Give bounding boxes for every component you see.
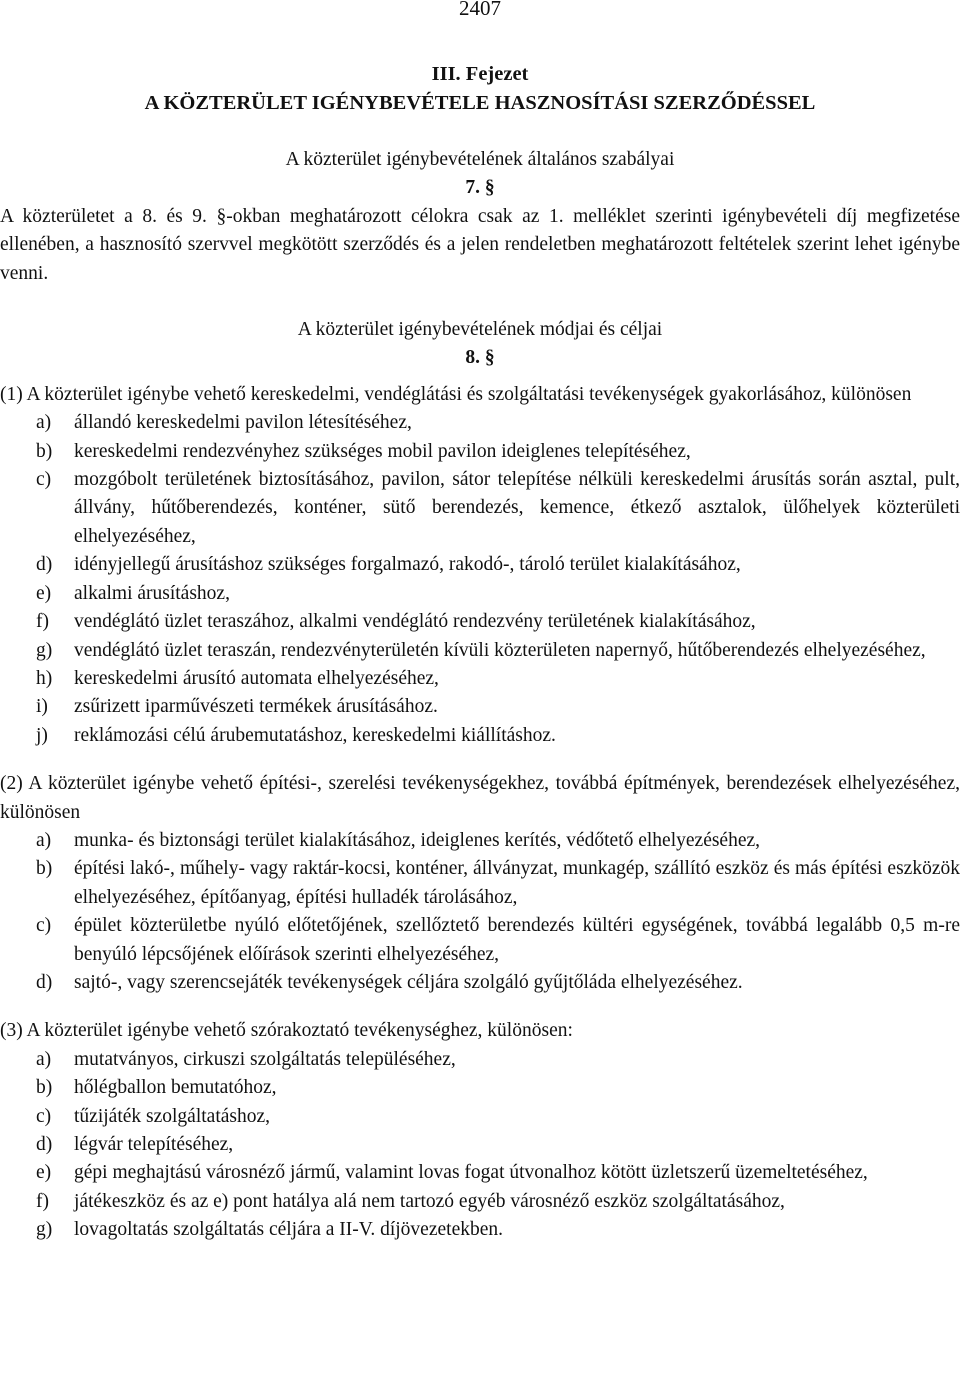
list-item — [0, 1103, 960, 1131]
list-item-marker: h) — [36, 667, 53, 689]
list-item-marker: f) — [36, 1190, 49, 1212]
list-item — [0, 580, 960, 608]
list-item-text: munka- és biztonsági terület kialakításához, ideiglenes kerítés, védőtető elhelyezéséhez, — [74, 829, 761, 851]
list-item — [0, 551, 960, 579]
list-item-text: kereskedelmi árusító automata elhelyezéséhez, — [74, 667, 439, 689]
subsection-1-list — [0, 409, 960, 750]
list-item-marker: g) — [36, 639, 53, 661]
list-item-text: állandó kereskedelmi pavilon létesítéséhez, — [74, 412, 412, 434]
list-item-marker: a) — [36, 1048, 52, 1070]
page-number: 2407 — [459, 0, 501, 20]
list-item — [0, 1046, 960, 1074]
list-item-marker: e) — [36, 1162, 52, 1184]
list-item-text: mutatványos, cirkuszi szolgáltatás településéhez, — [74, 1048, 456, 1070]
list-item — [0, 855, 960, 912]
list-item-marker: g) — [36, 1219, 53, 1241]
list-item-text: idényjellegű árusításhoz szükséges forgalmazó, rakodó-, tároló terület kialakításához, — [74, 554, 741, 576]
list-item-text: reklámozási célú árubemutatáshoz, kereskedelmi kiállításhoz. — [74, 724, 556, 746]
list-item — [0, 637, 960, 665]
list-item-text: játékeszköz és az e) pont hatálya alá nem tartozó egyéb városnéző eszköz szolgáltatásához, — [74, 1190, 785, 1212]
list-item-text: hőlégballon bemutatóhoz, — [74, 1077, 277, 1099]
list-item-marker: d) — [36, 971, 53, 993]
list-item — [0, 693, 960, 721]
list-item-text: kereskedelmi rendezvényhez szükséges mobil pavilon ideiglenes telepítéséhez, — [74, 440, 691, 462]
list-item-marker: c) — [36, 469, 52, 491]
list-item-text: vendéglátó üzlet teraszán, rendezvényterületén kívüli közterületen napernyő, hűtőberendezés elhelyezéséhez, — [74, 639, 926, 661]
list-item — [0, 1216, 960, 1244]
subsection-2-intro: (2) A közterület igénybe vehető építési-, szerelési tevékenységekhez, továbbá építmények, berendezések elhelyezéséhez, különösen — [0, 773, 960, 823]
subsection-1-intro: (1) A közterület igénybe vehető kereskedelmi, vendéglátási és szolgáltatási tevékenységek gyakorlásához, különösen — [0, 383, 912, 405]
paragraph-symbol-8: 8. § — [465, 347, 495, 369]
list-item — [0, 969, 960, 997]
subsection-3-list — [0, 1046, 960, 1245]
chapter-number: III. Fejezet — [431, 63, 529, 85]
list-item-marker: j) — [36, 724, 48, 746]
list-item — [0, 466, 960, 551]
list-item-text: légvár telepítéséhez, — [74, 1134, 234, 1155]
list-item-marker: c) — [36, 1105, 52, 1127]
list-item-marker: a) — [36, 829, 52, 851]
list-item — [0, 409, 960, 437]
list-item-text: sajtó-, vagy szerencsejáték tevékenységek céljára szolgáló gyűjtőláda elhelyezéséhez. — [74, 971, 743, 993]
list-item-text: alkalmi árusításhoz, — [74, 582, 230, 604]
list-item-text: mozgóbolt területének biztosításához, pavilon, sátor telepítése nélküli kereskedelmi árusítás során asztal, pult, állvány, hűtőberendezés, konténer, sütő berendezés, kemence, étkező asztalok, ülőhelyek közterületi elhelyezéséhez, — [74, 469, 960, 547]
chapter-title: A KÖZTERÜLET IGÉNYBEVÉTELE HASZNOSÍTÁSI SZERZŐDÉSSEL — [144, 92, 816, 114]
list-item-text: építési lakó-, műhely- vagy raktár-kocsi, konténer, állványzat, munkagép, szállító eszköz és más építési eszközök elhelyezéséhez, építőanyag, építési hulladék tárolásához, — [74, 858, 960, 908]
list-item — [0, 827, 960, 855]
list-item-marker: b) — [36, 1077, 53, 1099]
list-item-text: zsűrizett iparművészeti termékek árusításához. — [74, 696, 438, 718]
list-item-marker: c) — [36, 915, 52, 937]
section-7-text: A közterületet a 8. és 9. §-okban meghatározott célokra csak az 1. melléklet szerinti igénybevételi díj megfizetése ellenében, a hasznosító szervvel megkötött szerződés és a jelen rendeletben meghatározott feltételek szerint lehet igénybe venni. — [0, 205, 960, 284]
list-item — [0, 1131, 960, 1159]
list-item-text: vendéglátó üzlet teraszához, alkalmi vendéglátó rendezvény területének kialakításához, — [74, 611, 756, 633]
paragraph-symbol-7: 7. § — [465, 177, 495, 199]
list-item-text: gépi meghajtású városnéző jármű, valamint lovas fogat útvonalhoz kötött üzletszerű üzemeltetéséhez, — [74, 1162, 868, 1184]
list-item — [0, 1074, 960, 1102]
subsection-2-list — [0, 827, 960, 997]
list-item — [0, 665, 960, 693]
list-item-text: lovagoltatás szolgáltatás céljára a II-V. díjövezetekben. — [74, 1219, 503, 1241]
list-item-text: tűzijáték szolgáltatáshoz, — [74, 1105, 271, 1127]
list-item-marker: d) — [36, 554, 53, 576]
list-item-marker: b) — [36, 440, 53, 462]
list-item-marker: e) — [36, 582, 52, 604]
list-item — [0, 438, 960, 466]
list-item — [0, 608, 960, 636]
list-item-marker: d) — [36, 1134, 53, 1155]
list-item — [0, 1188, 960, 1216]
subsection-3-intro: (3) A közterület igénybe vehető szórakoztató tevékenységhez, különösen: — [0, 1020, 573, 1042]
list-item — [0, 1159, 960, 1187]
section-heading-general-rules: A közterület igénybevételének általános szabályai — [285, 149, 675, 170]
list-item-marker: a) — [36, 412, 52, 434]
list-item-marker: b) — [36, 858, 53, 880]
list-item-text: épület közterületbe nyúló előtetőjének, szellőztető berendezés kültéri egységének, továbbá legalább 0,5 m-re benyúló lépcsőjének előírások szerinti elhelyezéséhez, — [74, 915, 960, 965]
list-item — [0, 722, 960, 750]
list-item-marker: i) — [36, 696, 48, 718]
section-heading-modes-and-purposes: A közterület igénybevételének módjai és céljai — [297, 319, 663, 341]
list-item — [0, 912, 960, 969]
list-item-marker: f) — [36, 611, 49, 633]
